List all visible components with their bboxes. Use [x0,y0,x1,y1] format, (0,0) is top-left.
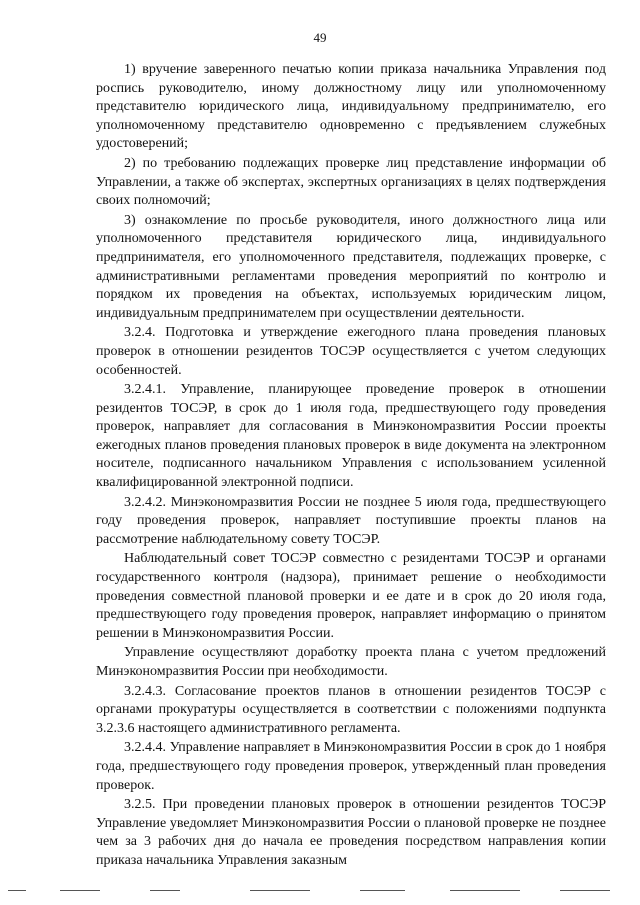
scan-edge-marks [0,888,640,894]
page-number: 49 [313,30,327,45]
paragraph-plan-revision: Управление осуществляют доработку проекта плана с учетом предложений Минэкономразвития России при необходимости. [96,645,606,679]
paragraph-3-2-4-1: 3.2.4.1. Управление, планирующее проведение проверок в отношении резидентов ТОСЭР, в срок до 1 июля года, предшествующего году проведения проверок, направляет для согласования в Минэкономразвития России проекты ежегодных планов проведения плановых проверок в виде документа на электронном носителе, подписанного начальником Управления с использованием усиленной квалифицированной электронной подписи. [96,382,606,491]
paragraph-3-2-4: 3.2.4. Подготовка и утверждение ежегодного плана проведения плановых проверок в отношении резидентов ТОСЭР осуществляется с учетом следующих особенностей. [96,325,606,378]
paragraph-item-1: 1) вручение заверенного печатью копии приказа начальника Управления под роспись руководителю, иному должностному лицу или уполномоченному представителю юридического лица, индивидуальному предпринимателю, его уполномоченному представителю одновременно с предъявлением служебных удостоверений; [96,62,606,152]
document-body [96,61,606,871]
paragraph-3-2-5: 3.2.5. При проведении плановых проверок в отношении резидентов ТОСЭР Управление уведомляет Минэкономразвития России о плановой проверке не позднее чем за 3 рабочих дня до начала ее проведения посредством направления копии приказа начальника Управления заказным [96,797,606,868]
paragraph-3-2-4-2: 3.2.4.2. Минэкономразвития России не позднее 5 июля года, предшествующего году проведения проверок, направляет поступившие проекты планов на рассмотрение наблюдательному совету ТОСЭР. [96,494,606,547]
paragraph-3-2-4-3: 3.2.4.3. Согласование проектов планов в отношении резидентов ТОСЭР с органами прокуратуры осуществляется в соответствии с положениями подпункта 3.2.3.6 настоящего административного регламента. [96,683,606,736]
paragraph-item-2: 2) по требованию подлежащих проверке лиц представление информации об Управлении, а также об экспертах, экспертных организациях в целях подтверждения своих полномочий; [96,155,606,209]
scan-mark [560,890,610,891]
paragraph-item-3: 3) ознакомление по просьбе руководителя, иного должностного лица или уполномоченного представителя юридического лица, индивидуального предпринимателя, его уполномоченного представителя, подлежащих проверке, с административными регламентами проведения мероприятий по контролю и порядком их проведения на объектах, используемых юридическим лицом, индивидуальным предпринимателем при осуществлении деятельности. [96,212,606,321]
scan-mark [150,890,180,891]
scan-mark [8,890,26,891]
paragraph-supervisory-board: Наблюдательный совет ТОСЭР совместно с резидентами ТОСЭР и органами государственного контроля (надзора), принимает решение о необходимости проведения совместной плановой проверки и ее дате и в срок до 20 июля года, предшествующего году проведения проверок, направляет информацию о принятом решении в Минэкономразвития России. [96,551,606,641]
scan-mark [360,890,405,891]
scan-mark [450,890,520,891]
scan-mark [60,890,100,891]
paragraph-3-2-4-4: 3.2.4.4. Управление направляет в Минэкономразвития России в срок до 1 ноября года, предшествующего году проведения проверок, утвержденный план проведения проверок. [96,740,606,793]
scan-mark [250,890,310,891]
